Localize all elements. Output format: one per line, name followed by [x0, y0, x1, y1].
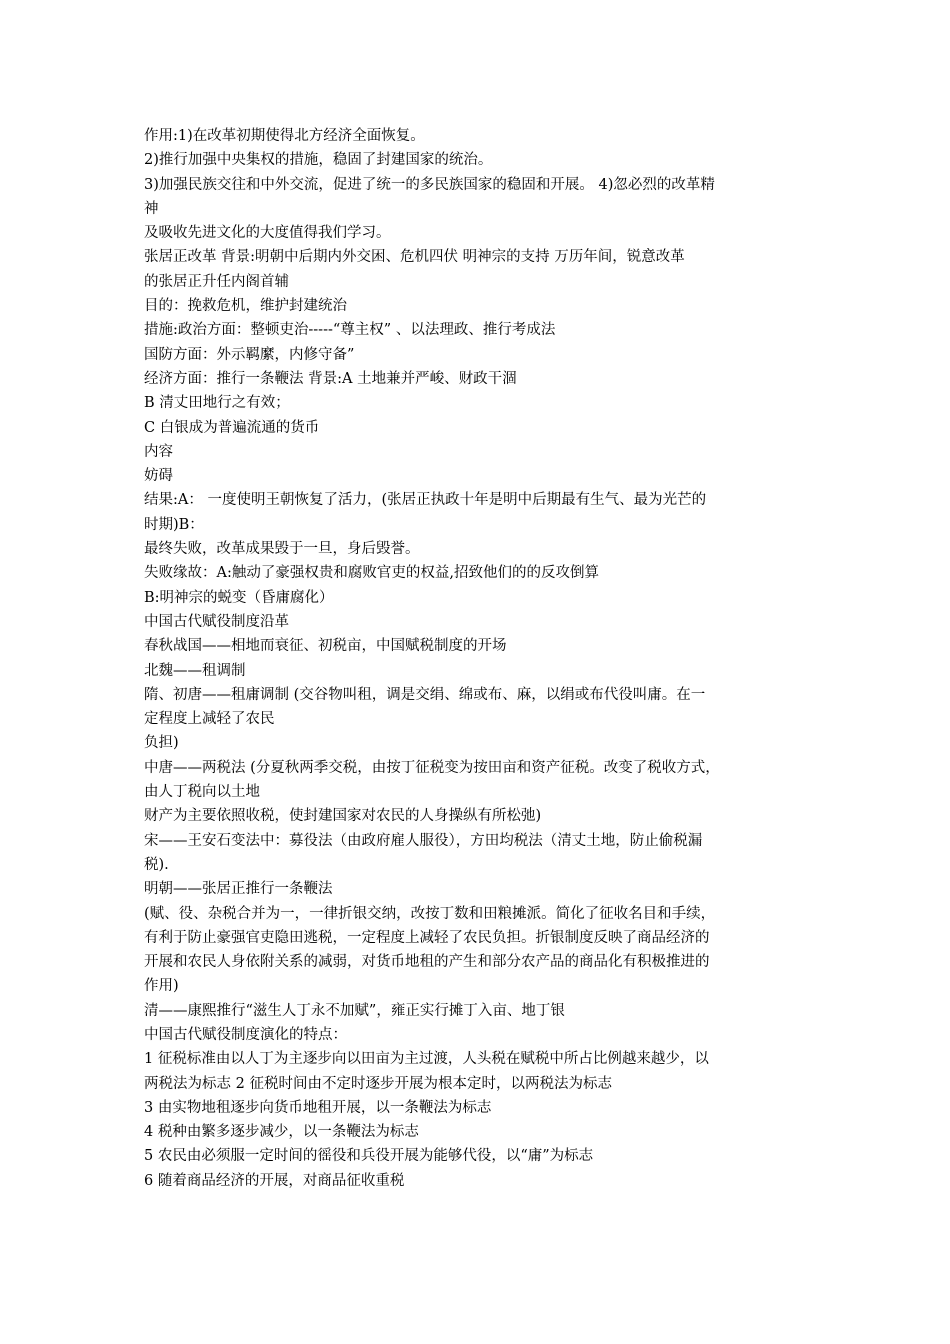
text-line: 3)加强民族交往和中外交流，促进了统一的多民族国家的稳固和开展。 4)忽必烈的改革精 [144, 176, 715, 193]
document-page [144, 124, 814, 1193]
text-line: 中唐——两税法 (分夏秋两季交税，由按丁征税变为按田亩和资产征税。改变了税收方式， [144, 759, 720, 776]
text-line: 作用:1)在改革初期使得北方经济全面恢复。 [144, 128, 425, 144]
text-line: 措施:政治方面：整顿吏治-----“尊主权” 、以法理政、推行考成法 [144, 322, 556, 339]
text-line: 6 随着商品经济的开展，对商品征收重税 [144, 1172, 405, 1189]
text-line: 中国古代赋役制度演化的特点： [144, 1026, 347, 1043]
text-line: 及吸收先进文化的大度值得我们学习。 [144, 225, 391, 242]
text-line: 结果:A： 一度使明王朝恢复了活力，(张居正执政十年是明中后期最有生气、最为光芒的 [144, 492, 707, 509]
text-line: 最终失败，改革成果毁于一旦，身后毁誉。 [144, 541, 420, 558]
text-line: 经济方面：推行一条鞭法 背景:A 土地兼并严峻、财政干涸 [144, 370, 517, 387]
text-line: 妨碍 [144, 468, 173, 485]
text-line: 2)推行加强中央集权的措施，稳固了封建国家的统治。 [144, 152, 493, 169]
text-line: 隋、初唐——租庸调制 (交谷物叫租，调是交绢、绵或布、麻，以绢或布代役叫庸。在一 [144, 686, 706, 703]
text-line: 内容 [144, 443, 173, 460]
text-line: 1 征税标准由以人丁为主逐步向以田亩为主过渡，人头税在赋税中所占比例越来越少，以 [144, 1051, 709, 1068]
text-line: 明朝——张居正推行一条鞭法 [144, 881, 333, 898]
text-line: 目的：挽救危机，维护封建统治 [144, 298, 347, 315]
text-line: 时期)B： [144, 516, 204, 533]
text-line: 由人丁税向以土地 [144, 784, 260, 801]
text-line: 北魏——租调制 [144, 662, 246, 679]
text-line: 税). [144, 856, 169, 873]
text-line: 两税法为标志 2 征税时间由不定时逐步开展为根本定时，以两税法为标志 [144, 1075, 612, 1092]
text-line: 春秋战国——相地而衰征、初税亩，中国赋税制度的开场 [144, 638, 507, 655]
text-line: 国防方面：外示羁縻，内修守备” [144, 346, 355, 363]
text-line: 财产为主要依照收税，使封建国家对农民的人身操纵有所松弛) [144, 808, 542, 825]
text-line: 神 [144, 200, 159, 217]
text-line: 4 税种由繁多逐步减少，以一条鞭法为标志 [144, 1124, 419, 1141]
text-line: 定程度上减轻了农民 [144, 711, 275, 728]
text-line: 作用) [144, 978, 179, 995]
text-line: 宋——王安石变法中：募役法（由政府雇人服役），方田均税法（清丈土地，防止偷税漏 [144, 832, 703, 849]
text-line: 失败缘故：A:触动了豪强权贵和腐败官吏的权益,招致他们的的反攻倒算 [144, 565, 599, 582]
text-line: 3 由实物地租逐步向货币地租开展，以一条鞭法为标志 [144, 1099, 492, 1116]
text-line: 有利于防止豪强官吏隐田逃税，一定程度上减轻了农民负担。折银制度反映了商品经济的 [144, 929, 710, 946]
text-line: 的张居正升任内阁首辅 [144, 273, 289, 290]
text-line: 负担) [144, 735, 179, 752]
text-line: (赋、役、杂税合并为一，一律折银交纳，改按丁数和田粮摊派。简化了征收名目和手续， [144, 905, 716, 922]
text-line: C 白银成为普遍流通的货币 [144, 419, 320, 436]
text-line: 中国古代赋役制度沿革 [144, 613, 289, 630]
text-line: 清——康熙推行“滋生人丁永不加赋”，雍正实行摊丁入亩、地丁银 [144, 1002, 565, 1019]
text-line: 5 农民由必须服一定时间的徭役和兵役开展为能够代役，以“庸”为标志 [144, 1148, 594, 1165]
text-line: 张居正改革 背景:明朝中后期内外交困、危机四伏 明神宗的支持 万历年间，锐意改革 [144, 249, 685, 266]
text-line: B:明神宗的蜕变（昏庸腐化） [144, 589, 334, 606]
text-line: 开展和农民人身依附关系的减弱，对货币地租的产生和部分农产品的商品化有积极推进的 [144, 954, 710, 971]
text-line: B 清丈田地行之有效； [144, 395, 290, 412]
